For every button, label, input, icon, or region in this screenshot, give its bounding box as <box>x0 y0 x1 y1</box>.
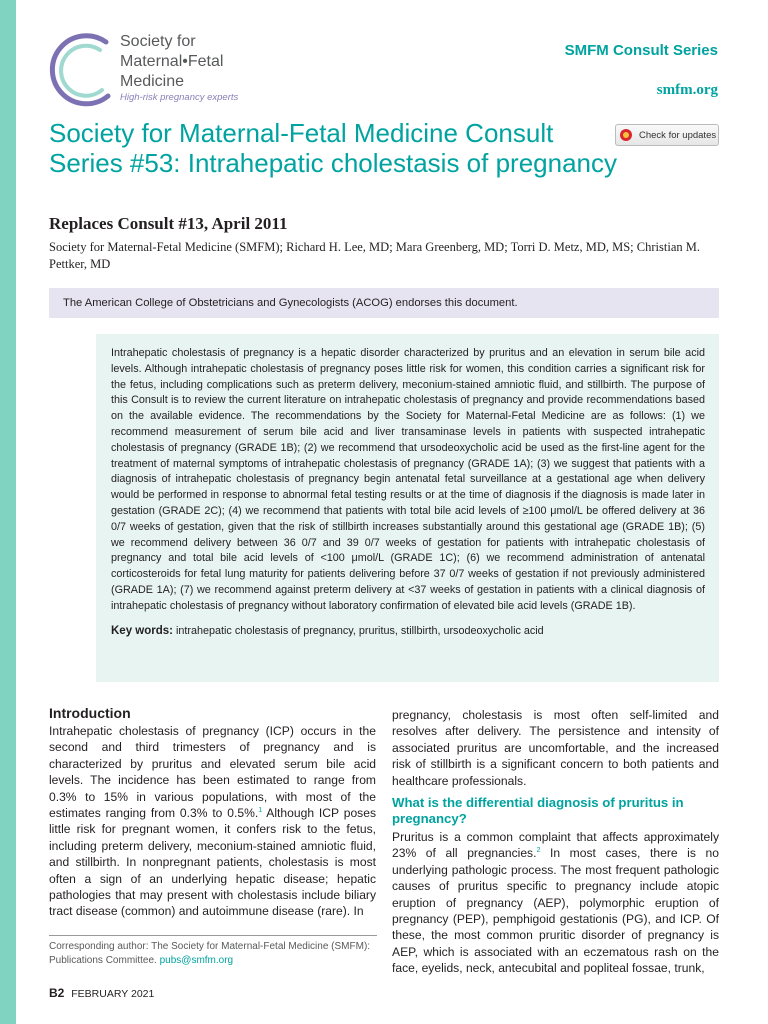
replaces-note: Replaces Consult #13, April 2011 <box>49 214 288 233</box>
intro-text-1: Intrahepatic cholestasis of pregnancy (ICP) occurs in the second and third trimesters of pregnancy and is characterized by pruritus and elevated serum bile acid levels. The incidence has been estimated to range from 0.3% to 15% in various populations, with most of the estimates ranging from 0.3% to 0.5%. <box>49 724 376 821</box>
side-color-bar <box>0 0 16 1024</box>
site-link[interactable]: smfm.org <box>656 82 718 98</box>
author-list: Society for Maternal-Fetal Medicine (SMFM); Richard H. Lee, MD; Mara Greenberg, MD; Torri D. Metz, MD, MS; Christian M. Pettker, MD <box>49 240 700 271</box>
consult-series-label: SMFM Consult Series <box>564 42 718 59</box>
left-column <box>49 704 376 920</box>
logo-line-1: Society for <box>120 33 196 50</box>
page-footer <box>49 986 154 1000</box>
logo-ring-icon <box>48 30 118 110</box>
abstract-box <box>96 334 719 682</box>
reference-2[interactable]: 2 <box>536 847 541 855</box>
keywords-list: intrahepatic cholestasis of pregnancy, pruritus, stillbirth, ursodeoxycholic acid <box>176 624 544 637</box>
logo-line-2: Maternal•Fetal <box>120 53 224 70</box>
right-paragraph-1: pregnancy, cholestasis is most often self-limited and resolves after delivery. The persistence and intensity of associated pruritus are uncomfortable, and the increased risk of stillbirth is a significant concern to both patients and healthcare professionals. <box>392 708 719 788</box>
corresponding-author-note <box>49 940 384 968</box>
reference-1[interactable]: 1 <box>258 807 263 814</box>
introduction-paragraph <box>49 723 376 920</box>
abstract-text: Intrahepatic cholestasis of pregnancy is a hepatic disorder characterized by pruritus and an elevation in serum bile acid levels. Although intrahepatic cholestasis of pregnancy poses little risk for women, this condition carries a significant risk for the fetus, including complications such as preterm delivery, meconium-stained amniotic fluid, and stillbirth. The purpose of this Consult is to review the current literature on intrahepatic cholestasis of pregnancy and provide recommendations based on the available evidence. The recommendations by the Society for Maternal-Fetal Medicine are as follows: (1) we recommend measurement of serum bile acid and liver transaminase levels in patients with suspected intrahepatic cholestasis of pregnancy (GRADE 1B); (2) we recommend that ursodeoxycholic acid be used as the first-line agent for the treatment of maternal symptoms of intrahepatic cholestasis of pregnancy (GRADE 1A); (3) we suggest that patients with a diagnosis of intrahepatic cholestasis of pregnancy begin antenatal fetal surveillance at a gestational age when delivery would be performed in response to abnormal fetal testing results or at the time of diagnosis if the diagnosis is made later in gestation (GRADE 2C); (4) we recommend that patients with total bile acid levels of ≥100 μmol/L be offered delivery at 36 0/7 weeks of gestation, given that the risk of stillbirth increases substantially around this gestational age (GRADE 1B); (5) we recommend delivery between 36 0/7 and 39 0/7 weeks of gestation for patients with intrahepatic cholestasis of pregnancy and total bile acid levels of <100 μmol/L (GRADE 1C); (6) we recommend administration of antenatal corticosteroids for fetal lung maturity for patients delivering before 37 0/7 weeks of gestation if not previously administered (GRADE 1A); (7) we recommend against preterm delivery at <37 weeks of gestation in patients with a clinical diagnosis of intrahepatic cholestasis of pregnancy without laboratory confirmation of elevated bile acid levels (GRADE 1B). <box>111 347 705 612</box>
intro-text-2: Although ICP poses little risk for pregnant women, it confers risk to the fetus, including preterm delivery, meconium-stained amniotic fluid, and stillbirth. In nonpregnant patients, cholestasis is most often a sign of an underlying hepatic disease; hepatic pathologies that may present with cholestasis include biliary tract disease (common) and autoimmune disease (rare). In <box>49 806 376 919</box>
page-number: B2 <box>49 986 65 1000</box>
pruritus-text-1: Pruritus is a common complaint that affects approximately 23% of all pregnancies. <box>392 830 719 861</box>
check-for-updates-button[interactable] <box>615 124 719 146</box>
smfm-logo <box>48 30 258 110</box>
issue-date: FEBRUARY 2021 <box>71 988 155 1000</box>
right-paragraph-2 <box>392 829 719 977</box>
logo-tagline: High-risk pregnancy experts <box>120 92 239 103</box>
endorsement-banner: The American College of Obstetricians and Gynecologists (ACOG) endorses this document. <box>49 288 719 318</box>
check-for-updates-label: Check for updates <box>639 129 717 141</box>
pruritus-text-2: In most cases, there is no underlying pathologic process. The most frequent pathologic causes of pruritus specific to pregnancy include atopic eruption of pregnancy (AEP), polymorphic eruption of pregnancy (PEP), pemphigoid gestationis (PG), and ICP. Of these, the most common pruritic disorder of pregnancy is AEP, which is associated with an eczematous rash on the face, eyelids, neck, antecubital and popliteal fossae, trunk, <box>392 846 719 976</box>
footnote-text: Corresponding author: The Society for Maternal-Fetal Medicine (SMFM): Publications Committee. <box>49 941 371 966</box>
differential-diagnosis-heading: What is the differential diagnosis of pruritus in pregnancy? <box>392 795 684 827</box>
article-title: Society for Maternal-Fetal Medicine Consult Series #53: Intrahepatic cholestasis of pregnancy <box>49 118 618 178</box>
logo-line-3: Medicine <box>120 73 185 90</box>
keywords-label: Key words: <box>111 624 173 637</box>
footnote-email-link[interactable]: pubs@smfm.org <box>159 955 234 966</box>
introduction-heading: Introduction <box>49 705 131 721</box>
keywords <box>111 624 705 640</box>
footnote-divider <box>49 935 377 936</box>
right-column <box>392 707 719 977</box>
